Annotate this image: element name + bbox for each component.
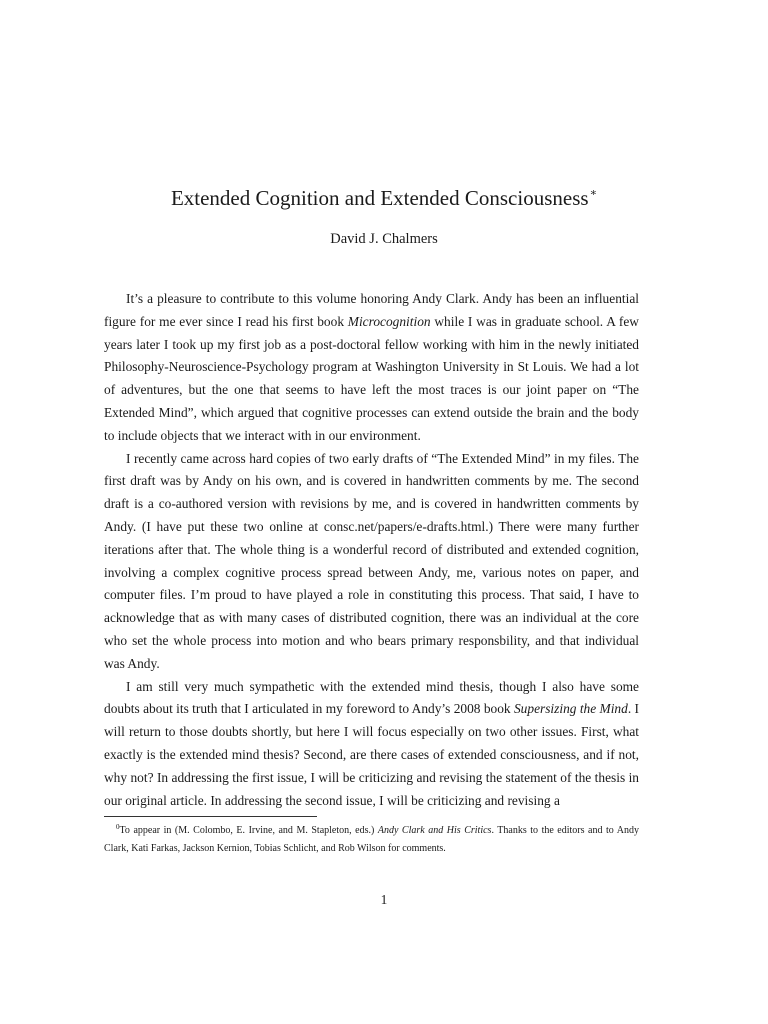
paragraph bbox=[104, 676, 639, 813]
footnote bbox=[104, 818, 639, 858]
body-text bbox=[104, 288, 639, 812]
footnote-text-part: To appear in (M. Colombo, E. Irvine, and M. Stapleton, eds.) bbox=[119, 825, 378, 836]
title-text: Extended Cognition and Extended Consciousness bbox=[170, 186, 589, 210]
paragraph-text: while I was in graduate school. A few years later I took up my first job as a post-doctoral fellow working with him in the newly initiated Philosophy-Neuroscience-Psychology program at Washington University in St Louis. We had a lot of adventures, but the one that seems to have left the most traces is our joint paper on “The Extended Mind”, which argued that cognitive processes can extend outside the brain and the body to include objects that we interact with in our environment. bbox=[104, 313, 639, 443]
paper-title bbox=[0, 178, 768, 213]
book-title-supersizing: Supersizing the Mind bbox=[513, 701, 628, 717]
paragraph-text: . I will return to those doubts shortly, but here I will focus especially on two other issues. First, what exactly is the extended mind thesis? Second, are there cases of extended consciousness, and if not, why not? In addressing the first issue, I will be criticizing and revising the statement of the thesis in our original article. In addressing the second issue, I will be criticizing and revising a bbox=[104, 701, 639, 808]
footnote-text-part: . Thanks to the editors and to Andy Clark, Kati Farkas, Jackson Kernion, Tobias Schlicht, and Rob Wilson for comments. bbox=[104, 825, 640, 854]
book-title-microcognition: Microcognition bbox=[347, 313, 431, 329]
footnote-text bbox=[104, 818, 639, 858]
paragraph bbox=[104, 448, 639, 676]
author-name: David J. Chalmers bbox=[330, 231, 438, 247]
paragraph bbox=[104, 288, 639, 448]
footnote-mark: 0 bbox=[116, 823, 120, 831]
paragraph-text: I am still very much sympathetic with the extended mind thesis, though I also have some doubts about its truth that I articulated in my foreword to Andy’s 2008 book bbox=[104, 678, 639, 717]
footnote-rule bbox=[104, 816, 317, 817]
title-footnote-mark: ∗ bbox=[589, 187, 598, 199]
paragraph-text: It’s a pleasure to contribute to this volume honoring Andy Clark. Andy has been an influential figure for me ever since I read his first book bbox=[104, 291, 639, 329]
footnote-book-title: Andy Clark and His Critics bbox=[377, 825, 492, 836]
paragraph-text: I recently came across hard copies of two early drafts of “The Extended Mind” in my files. The first draft was by Andy on his own, and is covered in handwritten comments by me. The second draft is a co-authored version with revisions by me, and is covered in handwritten comments by Andy. (I have put these two online at consc.net/papers/e-drafts.html.) There were many further iterations after that. The whole thing is a wonderful record of distributed and extended cognition, involving a complex cognitive process spread between Andy, me, various notes on paper, and computer files. I’m proud to have played a role in constituting this process. That said, I have to acknowledge that as with many cases of distributed cognition, there was an individual at the core who set the whole process into motion and who bears primary responsbility, and that individual was Andy. bbox=[104, 450, 639, 671]
page-number: 1 bbox=[380, 892, 388, 907]
